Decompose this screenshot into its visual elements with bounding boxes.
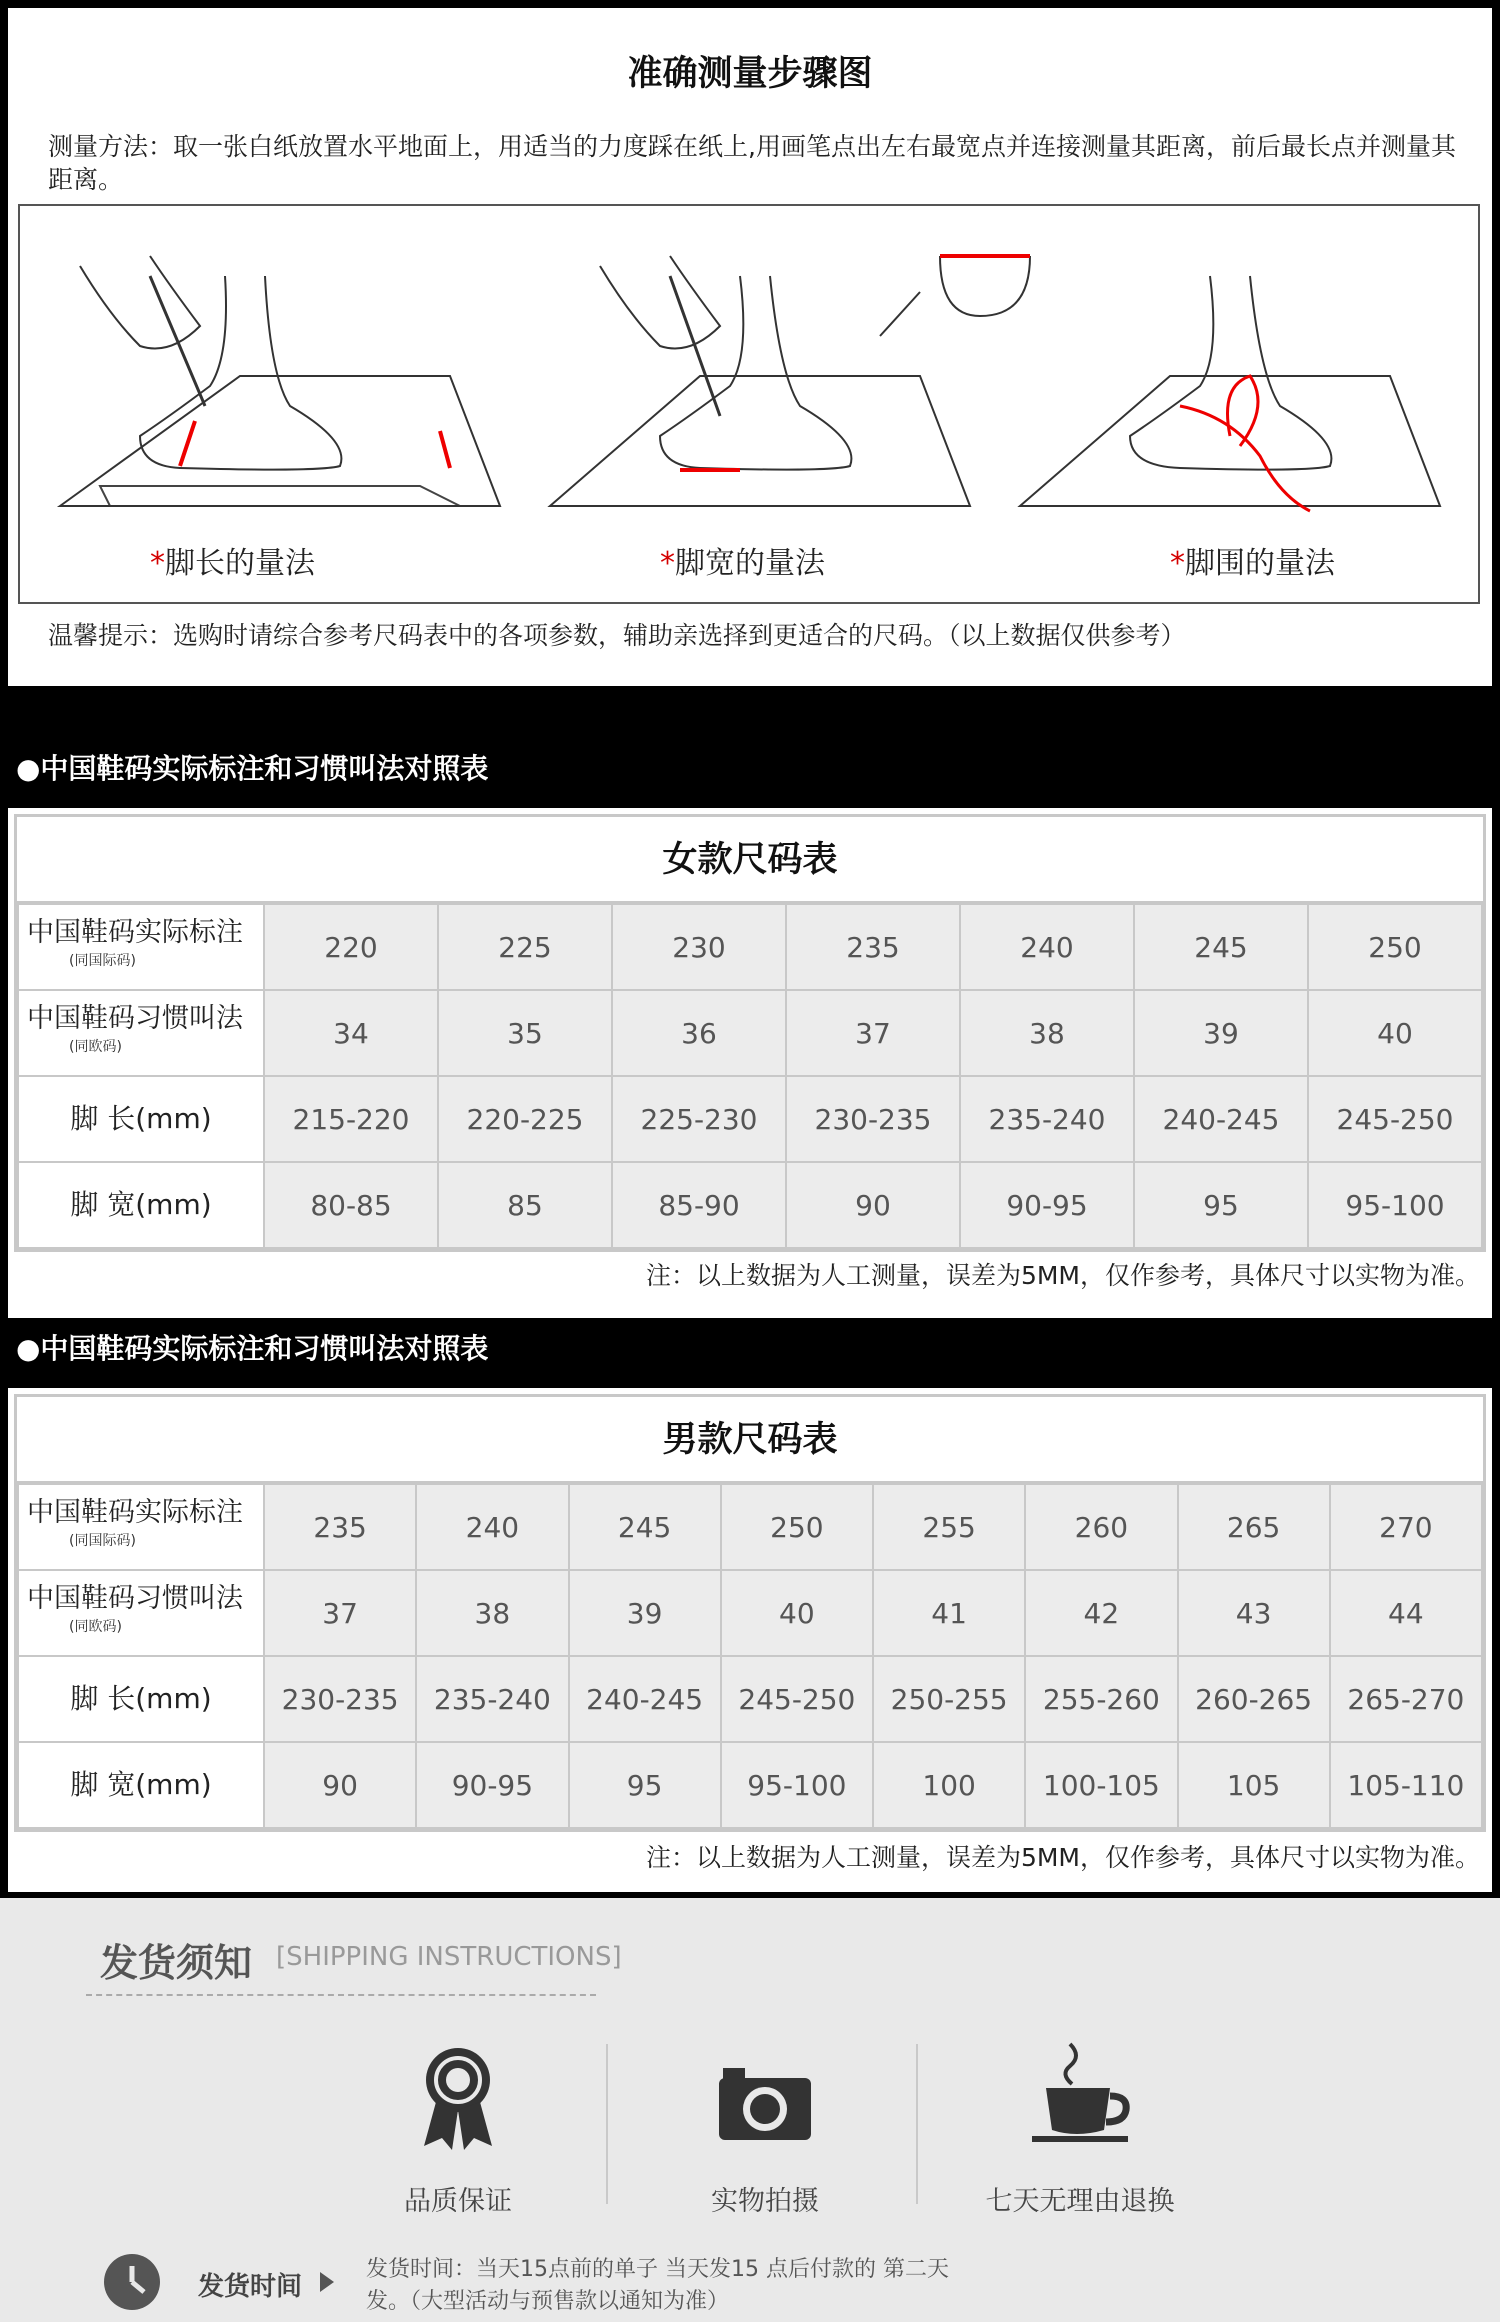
table-cell: 35 — [438, 990, 612, 1076]
feature-divider — [606, 2044, 608, 2204]
men-table-title: 男款尺码表 — [17, 1397, 1483, 1483]
table-cell: 85-90 — [612, 1162, 786, 1248]
men-size-panel — [8, 1388, 1492, 1892]
paper-sheet-2 — [550, 376, 970, 506]
foot-1 — [140, 276, 341, 470]
measurement-guide-panel — [8, 8, 1492, 686]
table-row — [18, 1742, 1482, 1828]
caption-foot-length: *脚长的量法 — [150, 546, 315, 581]
caption-foot-girth: *脚围的量法 — [1170, 546, 1335, 581]
row-header-foot-width: 脚 宽(mm) — [18, 1162, 264, 1248]
table-cell: 260-265 — [1178, 1656, 1330, 1742]
title-divider — [86, 1994, 596, 1996]
table-cell: 90 — [264, 1742, 416, 1828]
table-cell: 240 — [960, 904, 1134, 990]
table-cell: 80-85 — [264, 1162, 438, 1248]
men-table-note: 注：以上数据为人工测量，误差为5MM，仅作参考，具体尺寸以实物为准。 — [645, 1843, 1480, 1872]
shipping-subtitle: [SHIPPING INSTRUCTIONS] — [276, 1942, 622, 1972]
row-header-cn-label: 中国鞋码实际标注 (同国际码) — [18, 1484, 264, 1570]
table-cell: 250 — [1308, 904, 1482, 990]
table-cell: 95 — [1134, 1162, 1308, 1248]
feature-real-photos — [665, 2038, 865, 2218]
men-size-table — [14, 1394, 1486, 1832]
row-header-cn-common: 中国鞋码习惯叫法 (同欧码) — [18, 990, 264, 1076]
feature-quality — [358, 2038, 558, 2218]
measurement-illustration — [18, 204, 1480, 604]
table-cell: 41 — [873, 1570, 1025, 1656]
row-header-foot-length: 脚 长(mm) — [18, 1076, 264, 1162]
row-header-foot-width: 脚 宽(mm) — [18, 1742, 264, 1828]
shipping-section — [0, 1898, 1500, 2322]
table-row — [18, 990, 1482, 1076]
table-row — [18, 1656, 1482, 1742]
table-cell: 37 — [264, 1570, 416, 1656]
table-cell: 43 — [1178, 1570, 1330, 1656]
table-cell: 38 — [960, 990, 1134, 1076]
women-table-note: 注：以上数据为人工测量，误差为5MM，仅作参考，具体尺寸以实物为准。 — [645, 1261, 1480, 1290]
foot-2 — [660, 276, 851, 470]
table-cell: 230-235 — [264, 1656, 416, 1742]
table-row — [18, 904, 1482, 990]
award-ribbon-icon — [418, 2042, 498, 2152]
feature-divider — [916, 2044, 918, 2204]
table-cell: 225 — [438, 904, 612, 990]
arrow-right-icon — [320, 2272, 334, 2292]
table-cell: 44 — [1330, 1570, 1482, 1656]
women-size-panel — [8, 808, 1492, 1326]
table-cell: 105-110 — [1330, 1742, 1482, 1828]
table-cell: 85 — [438, 1162, 612, 1248]
table-cell: 240 — [416, 1484, 568, 1570]
table-cell: 105 — [1178, 1742, 1330, 1828]
table-cell: 90-95 — [960, 1162, 1134, 1248]
table-cell: 240-245 — [569, 1656, 721, 1742]
measurement-title: 准确测量步骤图 — [627, 54, 873, 94]
table-cell: 36 — [612, 990, 786, 1076]
measurement-tip: 温馨提示：选购时请综合参考尺码表中的各项参数，辅助亲选择到更适合的尺码。（以上数据仅供参考） — [48, 621, 1186, 650]
women-table-title: 女款尺码表 — [17, 817, 1483, 903]
table-cell: 220-225 — [438, 1076, 612, 1162]
table-cell: 235 — [786, 904, 960, 990]
table-cell: 95 — [569, 1742, 721, 1828]
hand-1 — [80, 256, 200, 349]
table-cell: 39 — [1134, 990, 1308, 1076]
table-cell: 95-100 — [1308, 1162, 1482, 1248]
table-cell: 225-230 — [612, 1076, 786, 1162]
table-cell: 37 — [786, 990, 960, 1076]
table-cell: 40 — [1308, 990, 1482, 1076]
send-time-text: 发货时间：当天15点前的单子 当天发15 点后付款的 第二天发。（大型活动与预售款以通知为准） — [366, 2257, 949, 2314]
measurement-description: 测量方法：取一张白纸放置水平地面上，用适当的力度踩在纸上,用画笔点出左右最宽点并连接测量其距离，前后最长点并测量其距离。 — [48, 132, 1456, 194]
feature-label: 实物拍摄 — [711, 2186, 819, 2217]
caption-foot-width: *脚宽的量法 — [660, 546, 825, 581]
table-cell: 250-255 — [873, 1656, 1025, 1742]
row-header-foot-length: 脚 长(mm) — [18, 1656, 264, 1742]
row-header-cn-common: 中国鞋码习惯叫法 (同欧码) — [18, 1570, 264, 1656]
table-cell: 230-235 — [786, 1076, 960, 1162]
table-cell: 265-270 — [1330, 1656, 1482, 1742]
table-cell: 220 — [264, 904, 438, 990]
feature-label: 七天无理由退换 — [985, 2186, 1175, 2217]
table-cell: 250 — [721, 1484, 873, 1570]
table-row — [18, 1162, 1482, 1248]
women-size-table — [14, 814, 1486, 1252]
section-header-women: ●中国鞋码实际标注和习惯叫法对照表 — [0, 738, 1500, 800]
table-cell: 100-105 — [1025, 1742, 1177, 1828]
table-cell: 39 — [569, 1570, 721, 1656]
hand-2 — [600, 256, 720, 349]
table-cell: 90 — [786, 1162, 960, 1248]
table-cell: 38 — [416, 1570, 568, 1656]
table-cell: 235 — [264, 1484, 416, 1570]
table-cell: 265 — [1178, 1484, 1330, 1570]
table-cell: 95-100 — [721, 1742, 873, 1828]
clock-icon — [104, 2254, 160, 2310]
table-cell: 245-250 — [1308, 1076, 1482, 1162]
table-cell: 42 — [1025, 1570, 1177, 1656]
tape-measure — [1180, 406, 1310, 511]
section-header-men: ●中国鞋码实际标注和习惯叫法对照表 — [0, 1318, 1500, 1380]
table-cell: 260 — [1025, 1484, 1177, 1570]
feature-seven-day-return — [960, 2038, 1200, 2218]
table-cell: 255 — [873, 1484, 1025, 1570]
table-cell: 40 — [721, 1570, 873, 1656]
toes-top-view — [940, 256, 1030, 316]
table-row — [18, 1484, 1482, 1570]
table-cell: 240-245 — [1134, 1076, 1308, 1162]
table-cell: 34 — [264, 990, 438, 1076]
table-cell: 255-260 — [1025, 1656, 1177, 1742]
table-cell: 230 — [612, 904, 786, 990]
table-cell: 245 — [569, 1484, 721, 1570]
camera-icon — [715, 2064, 815, 2144]
table-cell: 100 — [873, 1742, 1025, 1828]
shipping-title: 发货须知 — [100, 1941, 253, 1985]
feature-label: 品质保证 — [404, 2186, 512, 2217]
table-cell: 90-95 — [416, 1742, 568, 1828]
table-cell: 245 — [1134, 904, 1308, 990]
send-time-label: 发货时间 — [198, 2272, 303, 2302]
table-cell: 235-240 — [416, 1656, 568, 1742]
foot-3 — [1130, 276, 1331, 470]
table-cell: 270 — [1330, 1484, 1482, 1570]
table-row — [18, 1570, 1482, 1656]
coffee-cup-icon — [1026, 2038, 1136, 2148]
row-header-cn-label: 中国鞋码实际标注 (同国际码) — [18, 904, 264, 990]
table-cell: 235-240 — [960, 1076, 1134, 1162]
table-cell: 215-220 — [264, 1076, 438, 1162]
table-cell: 245-250 — [721, 1656, 873, 1742]
table-row — [18, 1076, 1482, 1162]
